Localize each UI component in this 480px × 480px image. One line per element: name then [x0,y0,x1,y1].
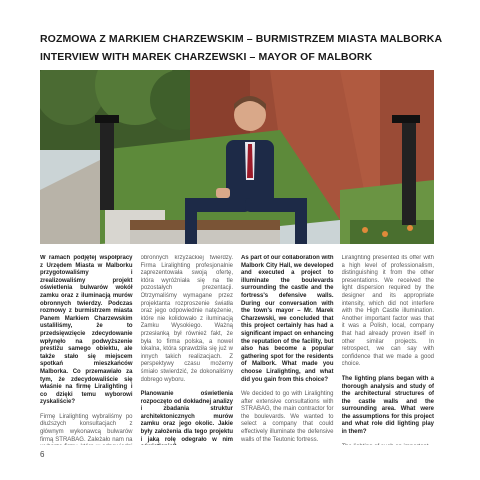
column-english-2 [342,255,435,445]
column-polish-2 [141,255,234,445]
paragraph-question-en: As part of our collaboration with Malbork City Hall, we developed and executed a project to illuminate the boulevards surrounding the castle and the fortress's defensive walls. During our conversation with the town's mayor – Mr. Marek Charzewski, we concluded that this project certainly has had a significant impact on enhancing the reputation of the facility, but also has become a popular gathering spot for the residents of Malbork. What made you choose Liralighting, and what did you gain from this choice? [241,255,334,383]
paragraph-answer-pl-cont: obronnych krzyżackiej twierdzy. Firma Liralighting profesjonalnie zaprezentowała swoją ofertę, która wyróżniała się na tle pozostałych prezentacji. Otrzymaliśmy wymagane przez projektanta rozproszenie światła oraz jego odpowiednie natężenie, które nie kolidowało z iluminacją Zamku Wysokiego. Ważną przesłanką był również fakt, że była to firma polska, a nowel lokalna, która sprawdziła się już w innych takich realizacjach. Z perspektywy czasu możemy śmiało stwierdzić, że dokonaliśmy dobrego wyboru. [140,255,233,383]
photo-mayor-on-bench [40,70,434,244]
paragraph-answer-en-2 [342,444,435,445]
paragraph-answer-pl: Firmę Liralighting wybraliśmy po dłuższych konsultacjach z głównym wykonawcą bulwarów firmą STRABAG. Zależało nam na [40,413,133,443]
paragraph-question-en-2: The lighting plans began with a thorough analysis and study of the architectural structures of the castle walls and the surrounding area. What were the assumptions for this project and what role did lighting play in them? [341,375,434,436]
headline-english: INTERVIEW WITH MAREK CHARZEWSKI – MAYOR OF MALBORK [40,51,373,63]
paragraph-question-pl-2: Planowanie oświetlenia rozpoczęto od dokładnej analizy i zbadania struktur architektonicznych murów zamku oraz jego okolic. Jakie były założenia dla tego projektu i jaką rolę odegrało w nim [140,391,233,443]
paragraph-answer-en: We decided to go with Liralighting after extensive consultations with STRABAG, the main contractor for the boulevards. We wanted to select a company that could effectively illuminate the defensive walls of the Teutonic fortress. [241,391,334,443]
column-polish-1 [40,255,133,445]
column-english-1 [241,255,334,445]
photo-illustration [40,70,434,244]
page-number: 6 [40,450,45,459]
article-headline [40,30,450,66]
paragraph-answer-en-cont: Liralighting presented its offer with a high level of professionalism, distinguishing it from the other presentations. We received the light dispersion required by the designer and its appropriate intensity, which did not interfere with the High Castle illumination. Another important factor was that it was a Polish, local, company that had already proven itself in other similar projects. In retrospect, we can say with confidence that we made a good choice. [341,255,434,368]
article-body [40,255,434,445]
paragraph-question-pl: W ramach podjętej współpracy z Urzędem Miasta w Malborku przygotowaliśmy i zrealizowaliśmy projekt oświetlenia bulwarów wokół zamku oraz z iluminacją murów obronnych twierdzy. Podczas rozmowy z burmistrzem miasta Panem Markiem Charzewskim ustaliliśmy, że to przedsięwzięcie zdecydowanie wpłynęło na podwyższenie prestiżu samego obiektu, ale także stało się miejscem spotkań mieszkańców Malborka. Co przemawiało za tym, że zdecydowaliście się właśnie na firmę Liralighting i co dzięki temu wyborowi zyskaliście? [40,255,133,406]
headline-polish: ROZMOWA Z MARKIEM CHARZEWSKIM – BURMISTRZEM MIASTA MALBORKA [40,33,443,45]
